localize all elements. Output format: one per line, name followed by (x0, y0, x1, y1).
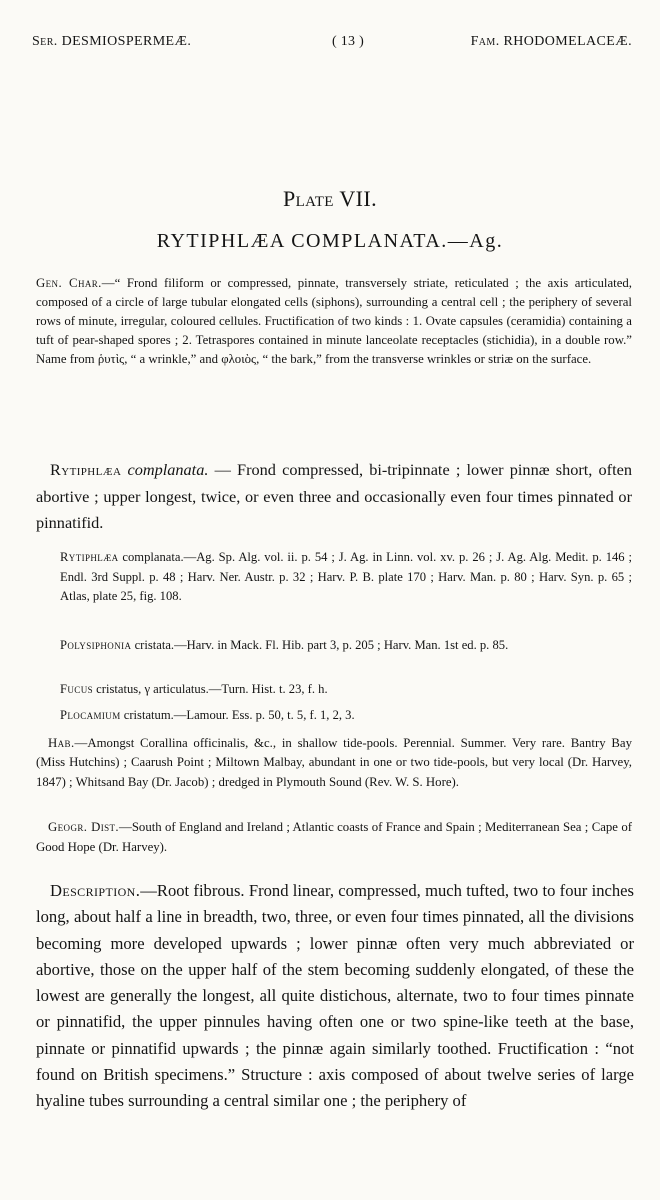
page-number: ( 13 ) (331, 34, 365, 49)
species-diagnosis (36, 457, 632, 537)
synonym-reference: cristatus, γ articulatus.—Turn. Hist. t. 23, f. h. (96, 682, 328, 696)
description-text: —Root fibrous. Frond linear, compressed, much tufted, two to four inches long, about half a line in breadth, two, three, or even four times pinnated, all the divisions becoming more developed upwards ; lower pinnæ often very much abbreviated or abortive, those on the upper half of the stem becoming suddenly elongated, of these the lowest are generally the longest, all quite distichous, alternate, two to four times pinnate or pinnatifid, the upper pinnules having often one or two spine-like teeth at the base, pinnate or pinnatifid upwards ; the pinnæ again similarly toothed. Fructification : “not found on British specimens.” Structure : axis composed of about twelve series of large hyaline tubes surrounding a central similar one ; the periphery of (36, 881, 634, 1111)
description-paragraph (36, 878, 634, 1115)
habitat-paragraph (36, 734, 632, 792)
synonym-genus: Rytiphlæa (60, 550, 119, 564)
habitat-text: —Amongst Corallina officinalis, &c., in shallow tide-pools. Perennial. Summer. Very rare. Bantry Bay (Miss Hutchins) ; Caarush Point ; Miltown Malbay, abundant in one or two tide-pools, but very local (Dr. Harvey, 1847) ; Whitsand Bay (Dr. Jacob) ; dredged in Plymouth Sound (Rev. W. S. Hore). (36, 736, 632, 789)
synonym-reference: cristatum.—Lamour. Ess. p. 50, t. 5, f. 1, 2, 3. (123, 708, 355, 722)
diagnosis-text: — Frond compressed, bi-tripinnate ; lower pinnæ short, often abortive ; upper longest, twice, or even three and occasionally even four times pinnated or pinnatifid. (36, 460, 632, 532)
description-label: Description. (50, 881, 141, 900)
synonym-entry (60, 636, 632, 656)
synonym-reference: cristata.—Harv. in Mack. Fl. Hib. part 3, p. 205 ; Harv. Man. 1st ed. p. 85. (134, 638, 509, 652)
running-header (32, 34, 632, 54)
generic-character (36, 274, 632, 369)
family-heading: Fam. RHODOMELACEÆ. (470, 34, 632, 49)
diagnosis-genus: Rytiphlæa (50, 460, 122, 479)
synonym-entry (60, 548, 632, 607)
generic-character-text: —“ Frond filiform or compressed, pinnate, transversely striate, reticulated ; the axis articulated, composed of a circle of large tubular elongated cells (siphons), surrounding a central cell ; the periphery of several rows of minute, irregular, coloured cellules. Fructification of two kinds : 1. Ovate capsules (ceramidia) containing a tuft of pear-shaped spores ; 2. Tetraspores contained in minute lanceolate receptacles (stichidia), in a double row.” Name from ῥυτὶς, “ a wrinkle,” and φλοιὸς, “ the bark,” from the transverse wrinkles or striæ on the surface. (36, 276, 632, 367)
synonym-genus: Plocamium (60, 708, 121, 722)
geographic-label: Geogr. Dist. (48, 820, 120, 834)
geographic-text: —South of England and Ireland ; Atlantic coasts of France and Spain ; Mediterranean Sea ; Cape of Good Hope (Dr. Harvey). (36, 820, 632, 854)
synonym-genus: Fucus (60, 682, 94, 696)
species-title: RYTIPHLÆA COMPLANATA.—Ag. (156, 230, 504, 252)
diagnosis-epithet: complanata. (127, 460, 209, 479)
synonym-entry (60, 706, 632, 726)
series-heading: Ser. DESMIOSPERMEÆ. (32, 34, 192, 49)
generic-character-label: Gen. Char. (36, 276, 102, 290)
synonym-entry (60, 680, 632, 700)
plate-heading: Plate VII. (282, 186, 378, 211)
synonym-genus: Polysiphonia (60, 638, 132, 652)
habitat-label: Hab. (48, 736, 75, 750)
synonym-reference: complanata.—Ag. Sp. Alg. vol. ii. p. 54 ; J. Ag. in Linn. vol. xv. p. 26 ; J. Ag. Alg. Medit. p. 146 ; Endl. 3rd Suppl. p. 48 ; Harv. Ner. Austr. p. 32 ; Harv. P. B. plate 170 ; Harv. Man. p. 80 ; Harv. Syn. p. 65 ; Atlas, plate 25, fig. 108. (60, 550, 633, 603)
geographic-distribution (36, 818, 632, 857)
